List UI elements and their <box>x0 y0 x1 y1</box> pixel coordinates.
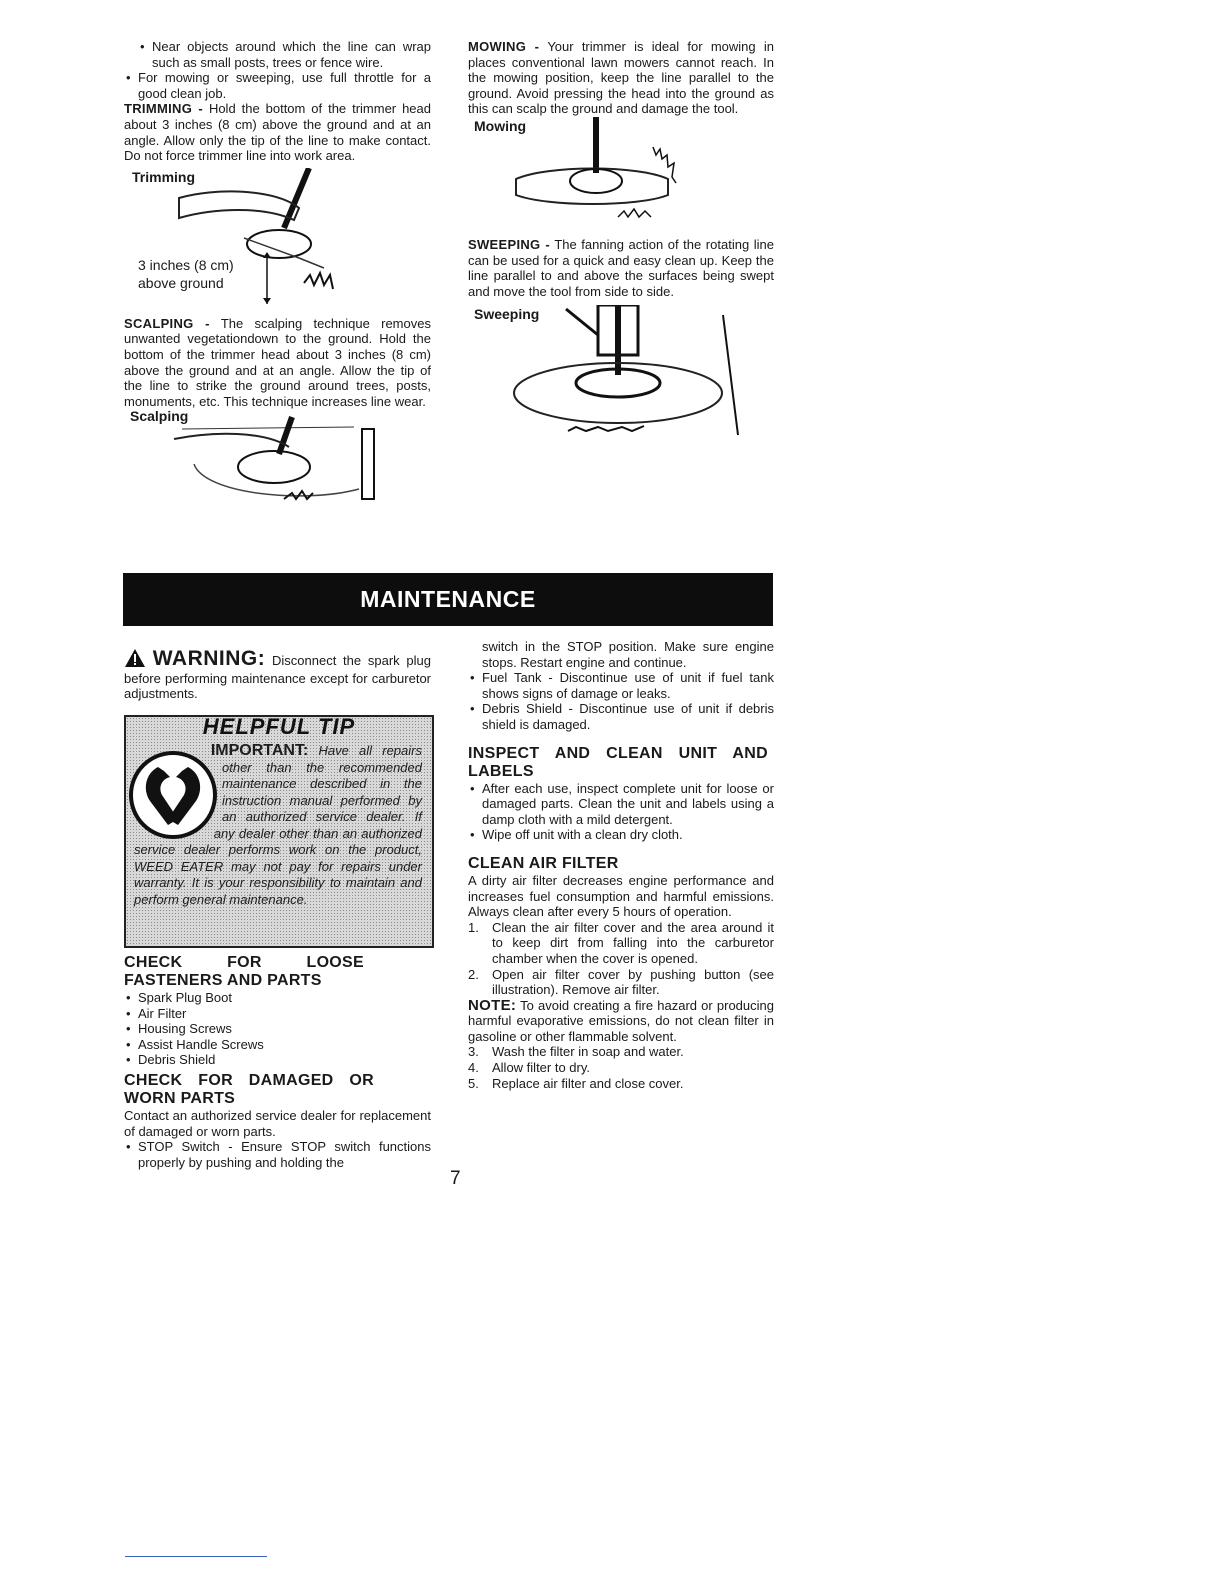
trimming-label-2: above ground <box>138 274 224 291</box>
helpful-tip-box <box>124 715 434 948</box>
scalping-figure <box>124 409 431 507</box>
scalping-paragraph <box>124 316 431 410</box>
loose-item-air-filter: • Air Filter <box>124 1006 431 1022</box>
left-bottom-column <box>124 648 431 1170</box>
sweeping-figure <box>468 305 774 445</box>
bullet-full-throttle: • For mowing or sweeping, use full throttle for a good clean job. <box>124 70 431 101</box>
mowing-figure <box>468 117 774 237</box>
mowing-text: Your trimmer is ideal for mowing in places conventional lawn mowers cannot reach. In the mowing position, keep the line parallel to the ground. Avoid pressing the head into the ground as this can scalp the ground and damage the tool. <box>468 39 774 117</box>
left-top-column <box>124 39 431 507</box>
note-paragraph <box>468 998 774 1045</box>
banner-title: MAINTENANCE <box>360 586 536 612</box>
trimming-paragraph <box>124 101 431 163</box>
filter-step-4-number: 4. <box>468 1060 479 1076</box>
loose-item-spark-plug-boot: • Spark Plug Boot <box>124 990 431 1006</box>
air-filter-intro: A dirty air filter decreases engine performance and increases fuel consumption and harmful emissions. Always clean after every 5 hours of operation. <box>468 872 774 920</box>
trimming-text: Hold the bottom of the trimmer head about 3 inches (8 cm) above the ground and at an angle. Allow only the tip of the line to make contact. Do not force trimmer line into work area. <box>124 101 431 164</box>
warning-label: WARNING: <box>152 647 266 670</box>
filter-step-1 <box>468 920 774 967</box>
inspect-heading: INSPECT AND CLEAN UNIT AND LABELS <box>468 744 768 780</box>
trimming-lead: TRIMMING - <box>124 101 203 117</box>
stop-switch-text: • STOP Switch - Ensure STOP switch functions properly by pushing and holding the <box>124 1139 431 1170</box>
loose-fasteners-heading: CHECK FOR LOOSE FASTENERS AND PARTS <box>124 954 364 989</box>
stop-switch-continued: switch in the STOP position. Make sure engine stops. Restart engine and continue. <box>482 639 774 670</box>
debris-shield-item: • Debris Shield - Discontinue use of unit if debris shield is damaged. <box>468 701 774 732</box>
sweeping-lead: SWEEPING - <box>468 236 550 252</box>
filter-step-3-number: 3. <box>468 1044 479 1060</box>
loose-item-debris-shield: • Debris Shield <box>124 1052 431 1068</box>
page-number: 7 <box>450 1168 461 1189</box>
filter-step-1-number: 1. <box>468 919 479 935</box>
right-bottom-column <box>468 639 774 1091</box>
damaged-parts-heading: CHECK FOR DAMAGED OR WORN PARTS <box>124 1071 374 1107</box>
scalping-text: The scalping technique removes unwanted vegetationdown to the ground. Hold the bottom of the trimmer head about 3 inches (8 cm) above the ground and at an angle. Allow the tip of the line to strike the ground around trees, posts, monuments, etc. This technique increases line wear. <box>124 315 431 409</box>
note-label: NOTE: <box>468 996 517 1014</box>
filter-step-4 <box>468 1060 774 1076</box>
filter-step-5-text: Replace air filter and close cover. <box>492 1075 684 1091</box>
note-text: To avoid creating a fire hazard or producing harmful evaporative emissions, do not clean filter in gasoline or other flammable solvent. <box>468 997 774 1044</box>
footer-rule <box>125 1556 267 1557</box>
sweeping-text: The fanning action of the rotating line can be used for a quick and easy clean up. Keep the line parallel to and above the surfaces being swept and move the tool from side to side. <box>468 236 774 299</box>
mowing-caption: Mowing <box>474 117 527 134</box>
filter-step-2-text: Open air filter cover by pushing button (see illustration). Remove air filter. <box>492 966 774 998</box>
helpful-tip-title: HELPFUL TIP <box>202 714 356 739</box>
loose-item-housing-screws: • Housing Screws <box>124 1021 431 1037</box>
sweeping-paragraph <box>468 237 774 299</box>
warning-icon <box>124 648 146 671</box>
maintenance-banner <box>123 573 773 626</box>
mowing-paragraph <box>468 39 774 117</box>
filter-step-2-number: 2. <box>468 966 479 982</box>
filter-step-1-text: Clean the air filter cover and the area around it to keep dirt from falling into the carburetor chamber when the cover is opened. <box>492 919 774 966</box>
inspect-item-2: • Wipe off unit with a clean dry cloth. <box>468 827 774 843</box>
air-filter-heading: CLEAN AIR FILTER <box>468 854 619 872</box>
tip-important-label: IMPORTANT: <box>210 742 309 759</box>
filter-step-4-text: Allow filter to dry. <box>492 1060 591 1076</box>
right-top-column <box>468 39 774 445</box>
filter-step-5 <box>468 1076 774 1092</box>
mowing-illustration <box>468 117 774 237</box>
trimming-label-1: 3 inches (8 cm) <box>138 256 234 273</box>
warning-text: Disconnect the spark plug before performing maintenance except for carburetor adjustments. <box>124 653 431 701</box>
tip-text: Have all repairs other than the recommended maintenance described in the instruction manual performed by an authorized service dealer. If any dealer other than an authorized service dealer performs work on the product, WEED EATER may not pay for repairs under warranty. It is your responsibility to maintain and perform general maintenance. <box>134 743 422 907</box>
damaged-parts-text: Contact an authorized service dealer for replacement of damaged or worn parts. <box>124 1107 431 1139</box>
filter-step-3 <box>468 1044 774 1060</box>
trimming-caption: Trimming <box>132 168 196 185</box>
filter-step-3-text: Wash the filter in soap and water. <box>492 1044 684 1060</box>
filter-step-5-number: 5. <box>468 1075 479 1091</box>
trimming-figure <box>124 168 431 316</box>
bullet-near-objects: • Near objects around which the line can wrap such as small posts, trees or fence wire. <box>138 39 431 70</box>
fuel-tank-item: • Fuel Tank - Discontinue use of unit if fuel tank shows signs of damage or leaks. <box>468 670 774 701</box>
warning-paragraph <box>124 648 431 701</box>
trimming-illustration <box>124 168 431 316</box>
scalping-caption: Scalping <box>130 408 189 425</box>
filter-step-2 <box>468 967 774 998</box>
mowing-lead: MOWING - <box>468 39 540 54</box>
scalping-lead: SCALPING - <box>124 315 210 331</box>
sweeping-illustration <box>468 305 774 445</box>
loose-item-assist-handle-screws: • Assist Handle Screws <box>124 1037 431 1053</box>
helpful-tip-body <box>134 743 422 908</box>
sweeping-caption: Sweeping <box>474 306 540 323</box>
wrench-icon <box>128 745 218 845</box>
inspect-item-1: • After each use, inspect complete unit for loose or damaged parts. Clean the unit and labels using a damp cloth with a mild detergent. <box>468 781 774 828</box>
